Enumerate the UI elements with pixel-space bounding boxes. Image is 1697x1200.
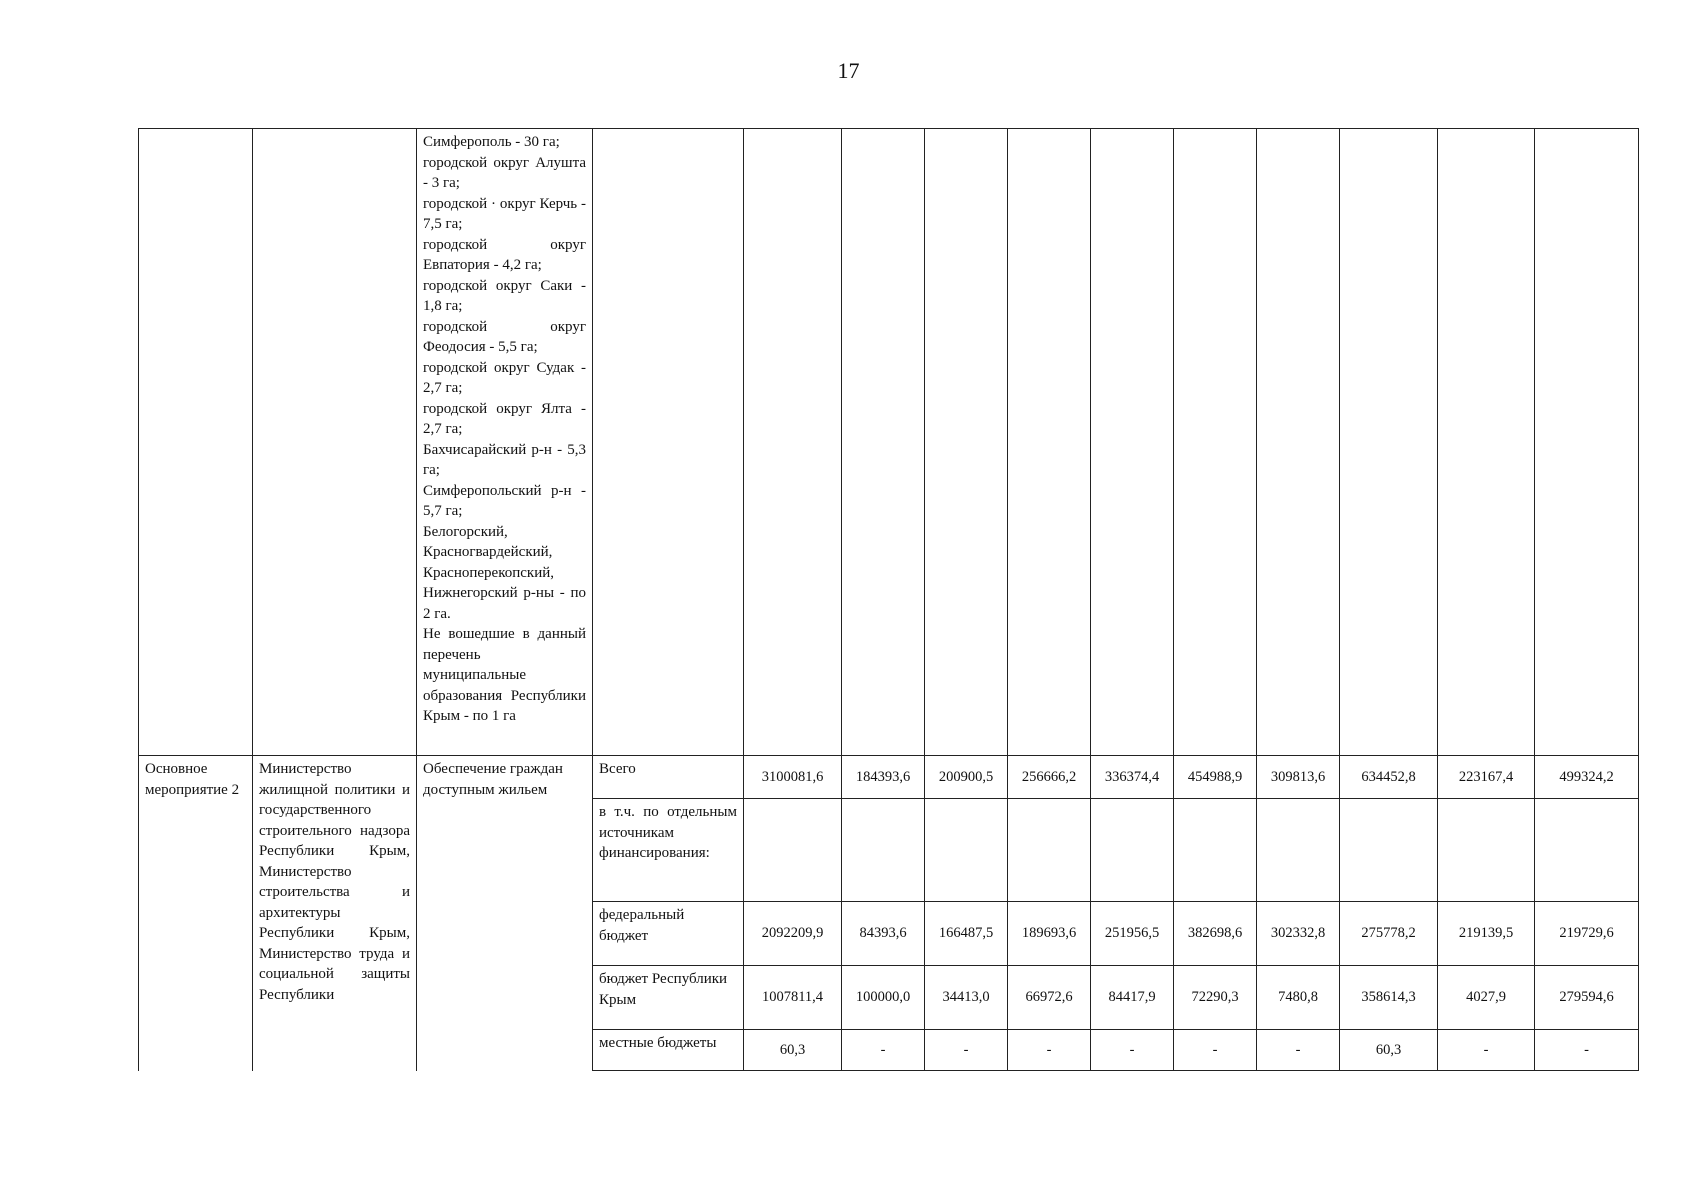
- value-cell: -: [1535, 1030, 1639, 1071]
- source-label: бюджет Республики Крым: [593, 966, 744, 1030]
- continuation-row: [139, 129, 1639, 756]
- value-cell: 60,3: [1340, 1030, 1438, 1071]
- source-label: местные бюджеты: [593, 1030, 744, 1071]
- value-cell: [1535, 799, 1639, 902]
- activity-name-cell: Основное мероприятие 2: [139, 756, 253, 1071]
- value-cell: -: [1257, 1030, 1340, 1071]
- indicator-line: городской округ Саки - 1,8 га;: [423, 277, 586, 314]
- value-cell: 1007811,4: [744, 966, 842, 1030]
- value-cell: [925, 799, 1008, 902]
- indicator-cell: [417, 129, 593, 756]
- executor-cell: Министерство жилищной политики и государственного строительного надзора Республики Крым, Министерство строительства и архитектуры Республики Крым, Министерство труда и социальной защиты Республики: [253, 756, 417, 1071]
- source-cell-empty: [593, 129, 744, 756]
- indicator-line: Симферопольский р-н - 5,7 га;: [423, 482, 586, 519]
- value-cell: 256666,2: [1008, 756, 1091, 799]
- value-cell-empty: [744, 129, 842, 756]
- value-cell: 3100081,6: [744, 756, 842, 799]
- value-cell: 279594,6: [1535, 966, 1639, 1030]
- indicator-line: Симферополь - 30 га;: [423, 134, 560, 150]
- value-cell-empty: [1535, 129, 1639, 756]
- value-cell: 499324,2: [1535, 756, 1639, 799]
- value-cell: -: [1091, 1030, 1174, 1071]
- value-cell-empty: [1091, 129, 1174, 756]
- value-cell: 72290,3: [1174, 966, 1257, 1030]
- executor-cell-empty: [253, 129, 417, 756]
- value-cell-empty: [1438, 129, 1535, 756]
- value-cell: 166487,5: [925, 902, 1008, 966]
- indicator-line: городской округ Ялта - 2,7 га;: [423, 400, 586, 437]
- value-cell: 219139,5: [1438, 902, 1535, 966]
- activity-cell-empty: [139, 129, 253, 756]
- result-cell: Обеспечение граждан доступным жильем: [417, 756, 593, 1071]
- value-cell: 223167,4: [1438, 756, 1535, 799]
- value-cell: -: [842, 1030, 925, 1071]
- indicator-line: городской округ Евпатория - 4,2 га;: [423, 236, 586, 273]
- value-cell: [1091, 799, 1174, 902]
- value-cell: 336374,4: [1091, 756, 1174, 799]
- value-cell: 184393,6: [842, 756, 925, 799]
- indicator-line: Бахчисарайский р-н - 5,3 га;: [423, 441, 586, 478]
- value-cell: 251956,5: [1091, 902, 1174, 966]
- page-number: 17: [837, 58, 860, 83]
- value-cell: 189693,6: [1008, 902, 1091, 966]
- value-cell: 84393,6: [842, 902, 925, 966]
- value-cell: 66972,6: [1008, 966, 1091, 1030]
- indicator-line: городской округ Алушта - 3 га;: [423, 154, 586, 191]
- value-cell: 4027,9: [1438, 966, 1535, 1030]
- value-cell: -: [925, 1030, 1008, 1071]
- value-cell-empty: [1257, 129, 1340, 756]
- indicator-line: городской округ Феодосия - 5,5 га;: [423, 318, 586, 355]
- value-cell-empty: [1340, 129, 1438, 756]
- indicator-line: Не вошедшие в данный перечень муниципальные образования Республики Крым - по 1 га: [423, 626, 586, 724]
- value-cell: 60,3: [744, 1030, 842, 1071]
- value-cell: 100000,0: [842, 966, 925, 1030]
- value-cell: 275778,2: [1340, 902, 1438, 966]
- value-cell: 358614,3: [1340, 966, 1438, 1030]
- value-cell: -: [1174, 1030, 1257, 1071]
- indicator-line: городской округ Судак - 2,7 га;: [423, 359, 586, 396]
- value-cell: 219729,6: [1535, 902, 1639, 966]
- value-cell: 302332,8: [1257, 902, 1340, 966]
- value-cell: 7480,8: [1257, 966, 1340, 1030]
- value-cell-empty: [925, 129, 1008, 756]
- value-cell: 200900,5: [925, 756, 1008, 799]
- value-cell: 634452,8: [1340, 756, 1438, 799]
- value-cell: [1340, 799, 1438, 902]
- source-label: в т.ч. по отдельным источникам финансирования:: [593, 799, 744, 902]
- value-cell: 382698,6: [1174, 902, 1257, 966]
- value-cell: [1008, 799, 1091, 902]
- value-cell: 2092209,9: [744, 902, 842, 966]
- value-cell: [744, 799, 842, 902]
- value-cell: [1438, 799, 1535, 902]
- value-cell: 309813,6: [1257, 756, 1340, 799]
- value-cell: 84417,9: [1091, 966, 1174, 1030]
- source-label: федеральный бюджет: [593, 902, 744, 966]
- indicator-line: городской · округ Керчь - 7,5 га;: [423, 195, 586, 232]
- funding-table: [138, 128, 1639, 1071]
- value-cell: 34413,0: [925, 966, 1008, 1030]
- value-cell-empty: [842, 129, 925, 756]
- source-label: Всего: [593, 756, 744, 799]
- value-cell: -: [1438, 1030, 1535, 1071]
- value-cell-empty: [1008, 129, 1091, 756]
- indicator-line: Белогорский, Красногвардейский, Красноперекопский, Нижнегорский р-ны - по 2 га.: [423, 523, 586, 622]
- value-cell: [1174, 799, 1257, 902]
- table-row-total: [139, 756, 1639, 799]
- value-cell: [842, 799, 925, 902]
- value-cell: [1257, 799, 1340, 902]
- value-cell: -: [1008, 1030, 1091, 1071]
- value-cell-empty: [1174, 129, 1257, 756]
- value-cell: 454988,9: [1174, 756, 1257, 799]
